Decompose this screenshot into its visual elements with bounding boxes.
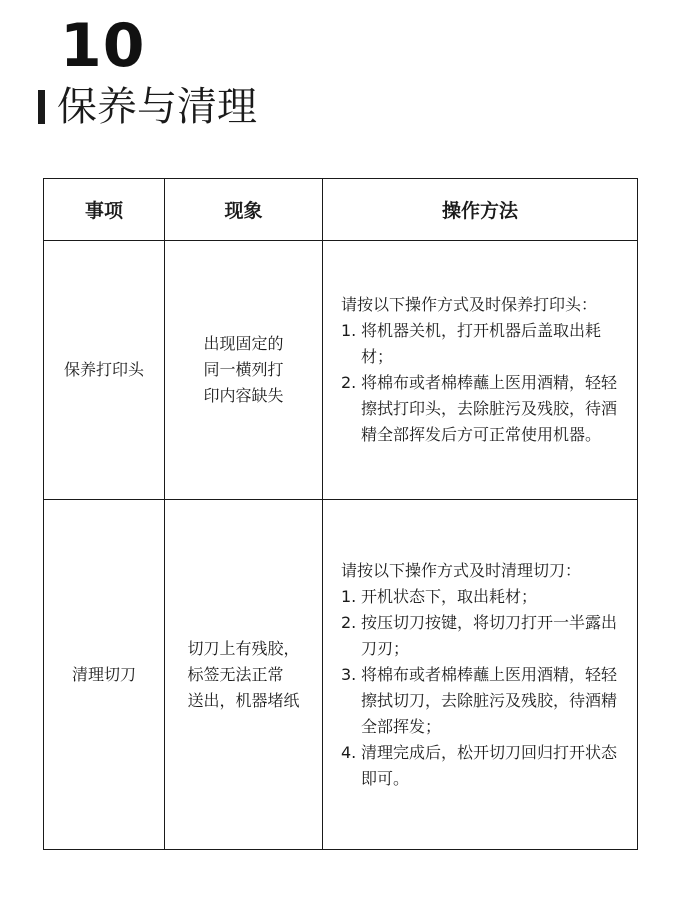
step-number: 3. (341, 664, 357, 684)
section-heading (38, 82, 257, 132)
title-accent-bar (38, 90, 45, 124)
symptom-cell (165, 500, 323, 850)
step-number: 1. (341, 586, 357, 606)
column-header-method: 操作方法 (323, 179, 638, 241)
table-row (44, 500, 638, 850)
method-step (341, 318, 627, 370)
column-header-symptom: 现象 (165, 179, 323, 241)
step-number: 2. (341, 373, 357, 392)
section-title: 保养与清理 (57, 84, 257, 130)
step-text: 将棉布或者棉棒蘸上医用酒精，轻轻擦拭打印头，去除脏污及残胶，待酒精全部挥发后方可正常使用机器。 (361, 373, 618, 444)
step-text: 将棉布或者棉棒蘸上医用酒精，轻轻擦拭切刀，去除脏污及残胶，待酒精全部挥发； (361, 664, 618, 736)
item-cell (44, 500, 165, 850)
method-step (341, 662, 627, 740)
method-cell (323, 500, 638, 850)
step-text: 清理完成后，松开切刀回归打开状态即可。 (361, 742, 618, 788)
method-intro: 请按以下操作方式及时保养打印头： (341, 295, 598, 314)
method-steps (341, 584, 627, 792)
step-number: 4. (341, 742, 357, 762)
method-cell (323, 241, 638, 500)
symptom-text: 出现固定的 同一横列打 印内容缺失 (203, 334, 284, 405)
step-text: 按压切刀按键，将切刀打开一半露出刀刃； (361, 612, 618, 658)
method-step (341, 584, 627, 610)
item-cell (44, 241, 165, 500)
table-header-row (44, 179, 638, 241)
method-intro: 请按以下操作方式及时清理切刀： (341, 560, 582, 580)
step-text: 将机器关机，打开机器后盖取出耗材； (361, 321, 602, 366)
section-number: 10 (60, 11, 146, 81)
method-step (341, 370, 627, 448)
step-text: 开机状态下，取出耗材； (361, 586, 538, 606)
step-number: 1. (341, 321, 357, 340)
table-row (44, 241, 638, 500)
method-step (341, 740, 627, 792)
method-steps (341, 318, 627, 448)
item-text: 保养打印头 (63, 360, 144, 379)
method-step (341, 610, 627, 662)
column-header-item: 事项 (44, 179, 165, 241)
item-text: 清理切刀 (71, 664, 136, 684)
maintenance-table (43, 178, 638, 850)
step-number: 2. (341, 612, 357, 632)
symptom-text: 切刀上有残胶， 标签无法正常 送出，机器堵纸 (187, 638, 300, 710)
symptom-cell (165, 241, 323, 500)
